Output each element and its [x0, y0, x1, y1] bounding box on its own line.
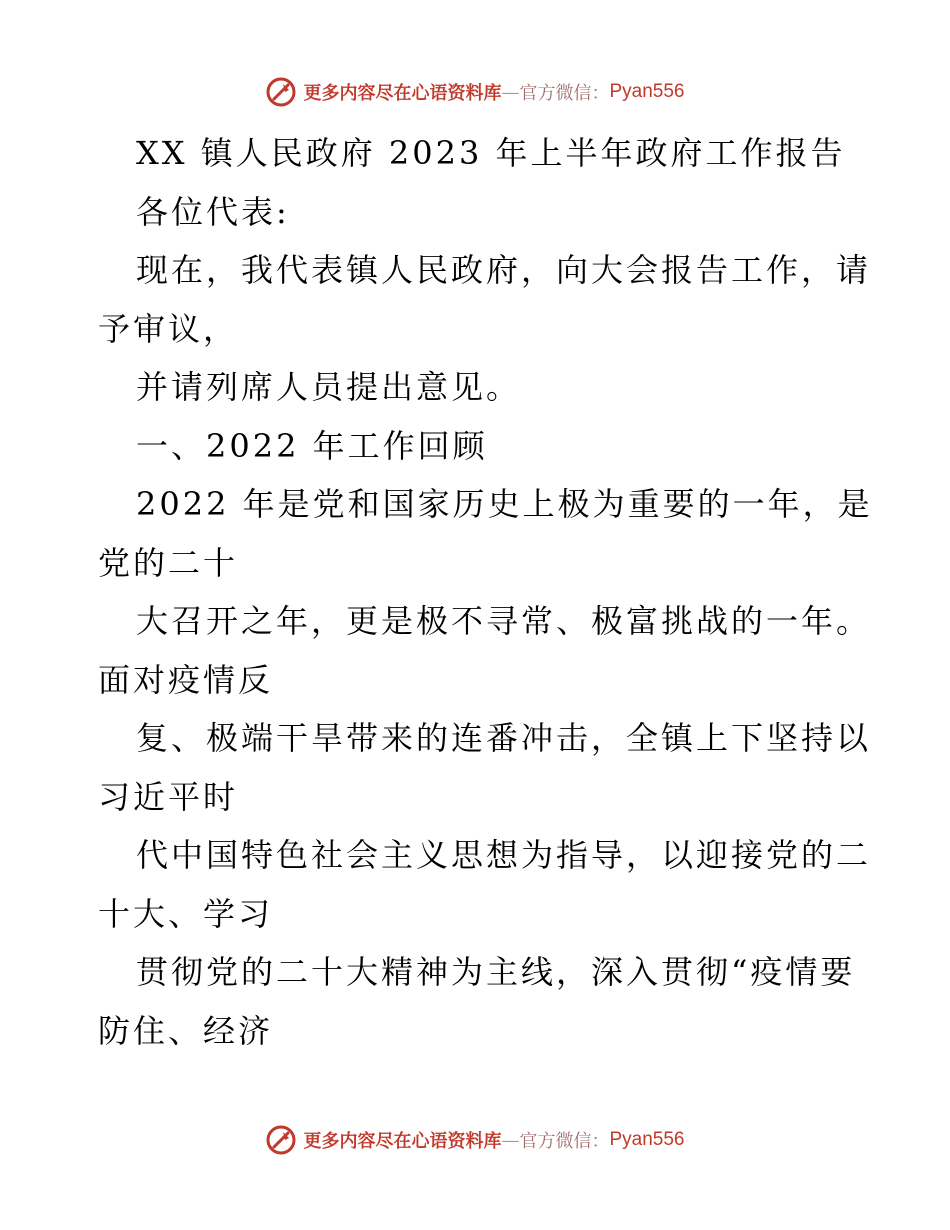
document-line: 一、2022 年工作回顾 [136, 426, 488, 465]
document-line: XX 镇人民政府 2023 年上半年政府工作报告 [136, 134, 846, 172]
document-line: 面对疫情反 [98, 660, 274, 699]
document-line: 并请列席人员提出意见。 [136, 368, 522, 406]
watermark-banner-top [0, 72, 950, 112]
watermark-brand: 更多内容尽在心语资料库 [303, 83, 502, 104]
document-body [98, 124, 873, 1060]
document-line: 予审议， [98, 309, 239, 348]
quill-pen-seal-icon [265, 76, 297, 108]
document-line: 代中国特色社会主义思想为指导，以迎接党的二 [136, 836, 872, 874]
document-line: 党的二十 [98, 543, 239, 582]
document-line: 2022 年是党和国家历史上极为重要的一年，是 [136, 485, 873, 523]
document-line: 习近平时 [98, 777, 239, 816]
document-line: 复、极端干旱带来的连番冲击，全镇上下坚持以 [136, 719, 872, 757]
document-line: 大召开之年，更是极不寻常、极富挑战的一年。 [136, 602, 872, 640]
watermark-separator: — [501, 81, 520, 103]
document-line: 贯彻党的二十大精神为主线，深入贯彻“疫情要 [136, 953, 856, 991]
watermark-wechat-id: Pyan556 [609, 81, 685, 102]
watermark-separator: — [501, 1129, 520, 1151]
document-line: 十大、学习 [98, 894, 274, 933]
quill-pen-seal-icon [265, 1124, 297, 1156]
document-line: 各位代表: [136, 192, 290, 231]
document-line: 现在，我代表镇人民政府，向大会报告工作，请 [136, 251, 872, 289]
watermark-banner-bottom [0, 1120, 950, 1160]
watermark-brand: 更多内容尽在心语资料库 [303, 1131, 502, 1152]
watermark-subtitle: 官方微信： [519, 1131, 610, 1152]
document-line: 防住、经济 [98, 1011, 274, 1050]
watermark-subtitle: 官方微信： [519, 83, 610, 104]
watermark-wechat-id: Pyan556 [609, 1129, 685, 1150]
